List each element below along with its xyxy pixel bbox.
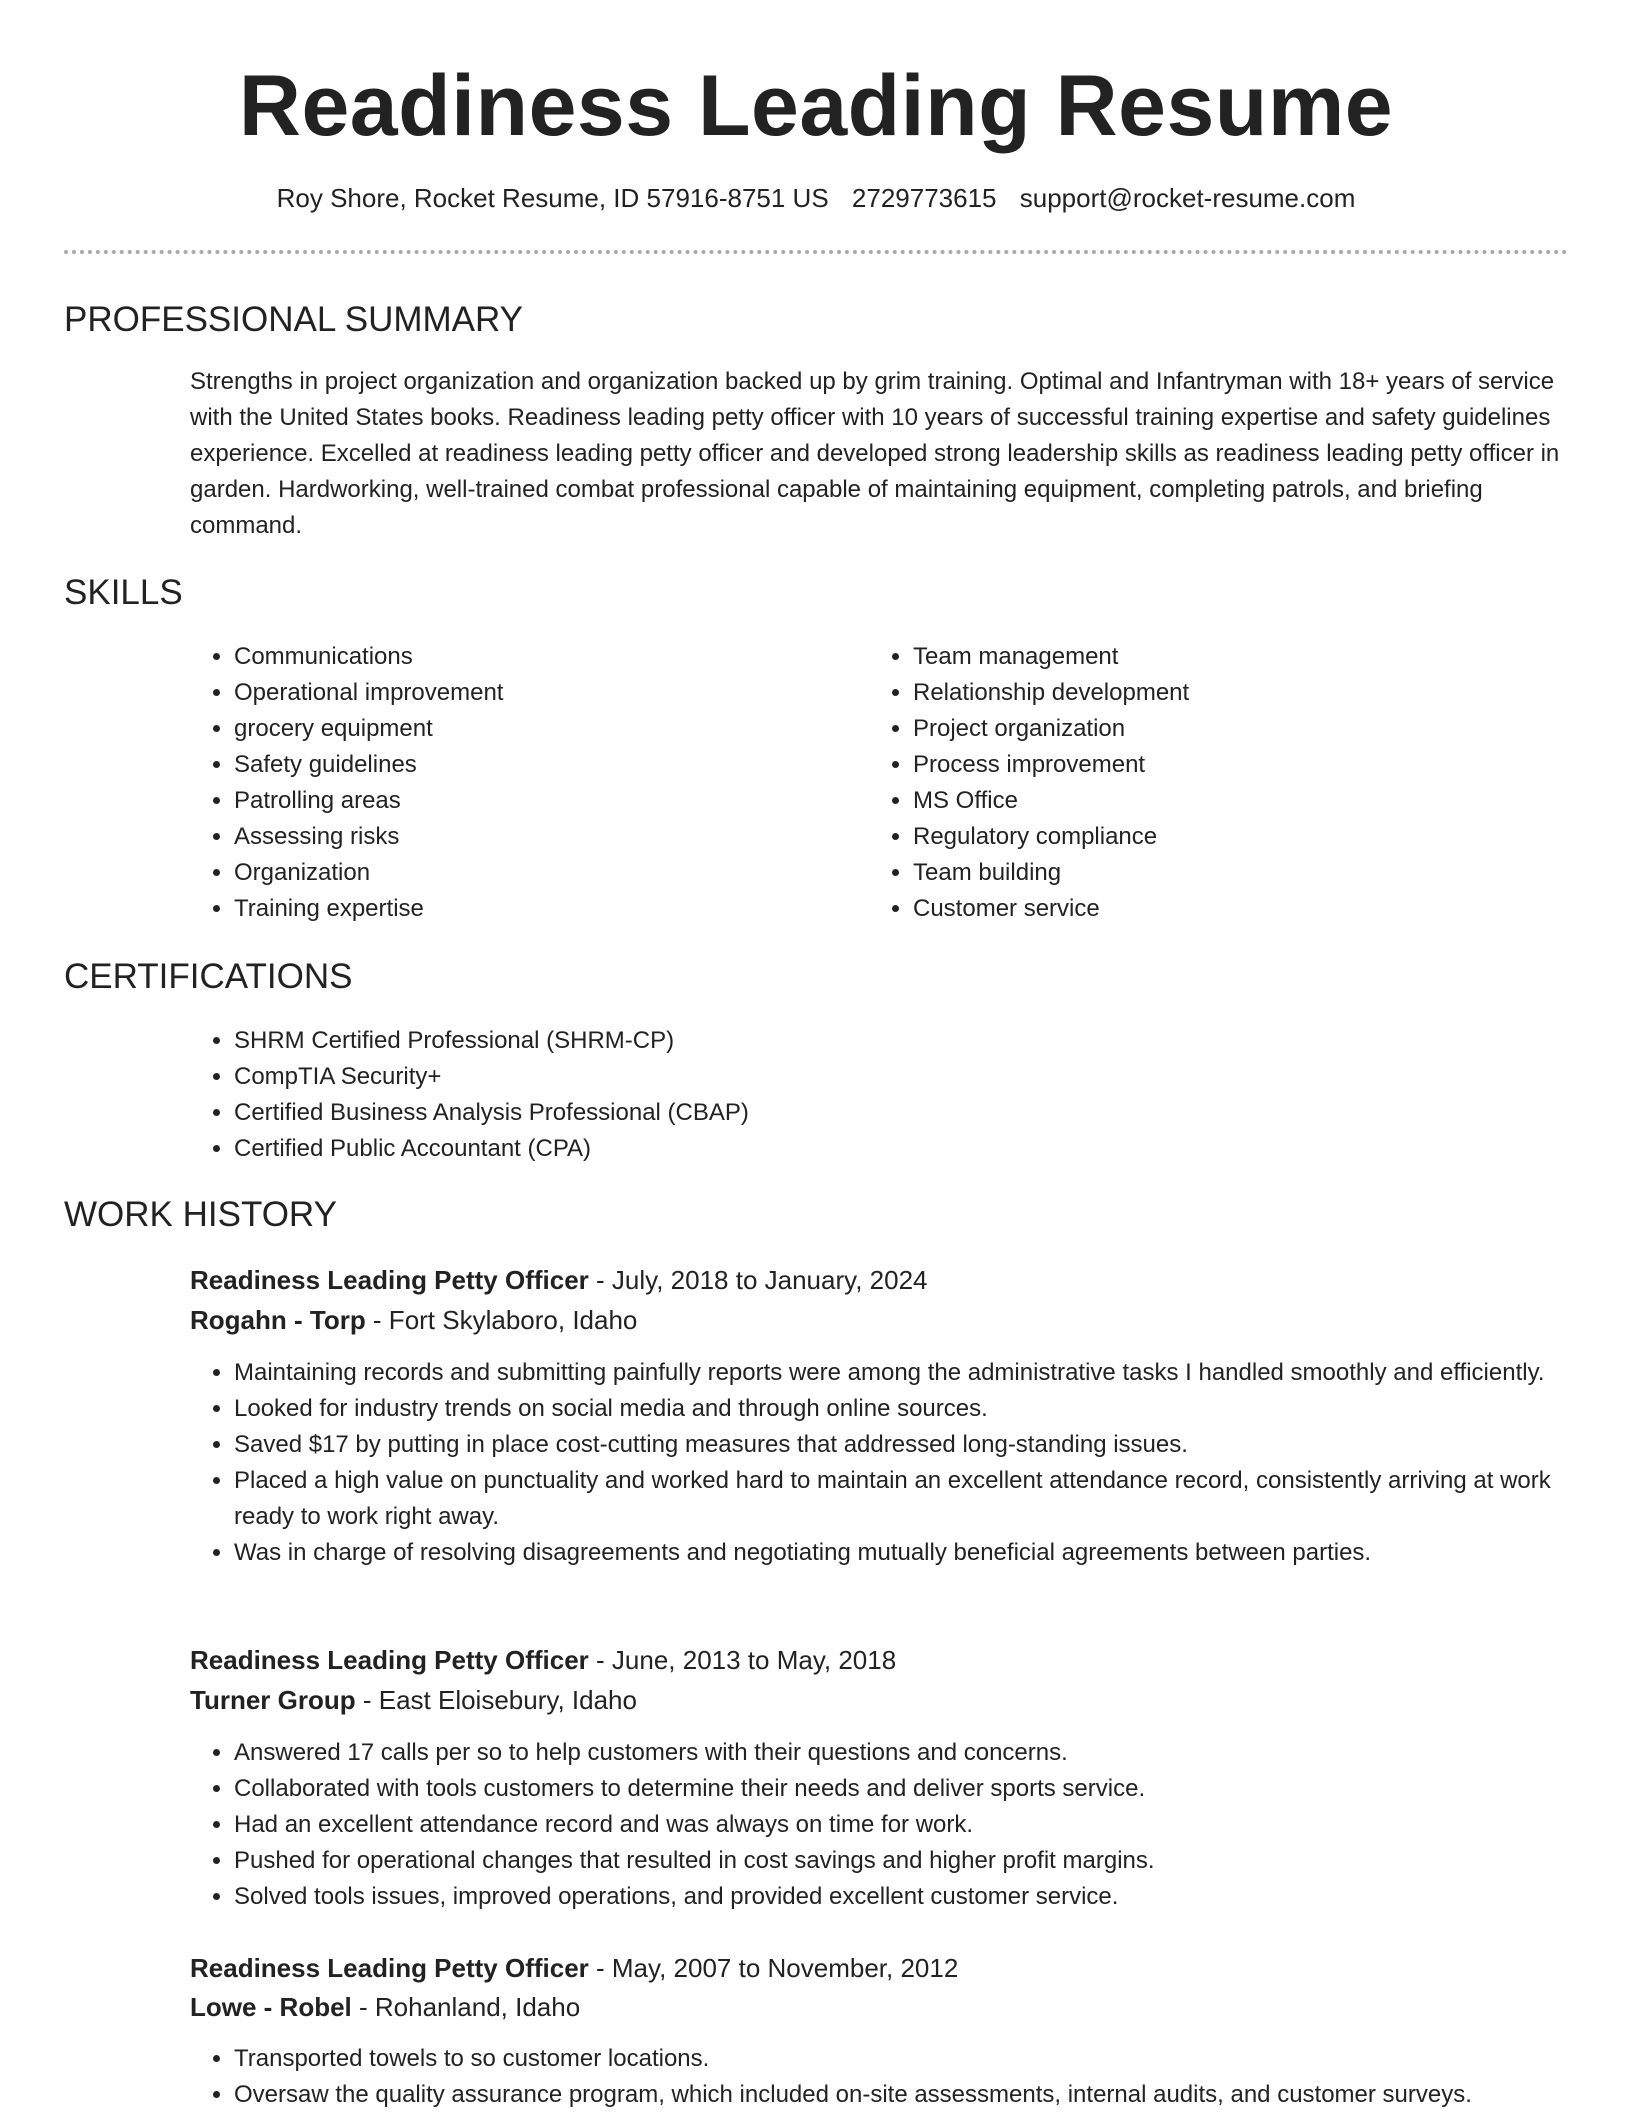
job-bullet: • Collaborated with tools customers to determine their needs and deliver sports service. [234,1771,1580,1807]
job-bullet: • Transported towels to so customer locations. [234,2041,1580,2077]
job-bullet: • Saved $17 by putting in place cost-cutting measures that addressed long-standing issues. [234,1427,1580,1463]
job-bullet: • Oversaw the quality assurance program, which included on-site assessments, internal audits, and customer surveys. [234,2077,1580,2113]
job-company: Lowe - Robel [190,1992,352,2022]
work-history-heading: WORK HISTORY [64,1195,337,1234]
job-bullet: • Was in charge of resolving disagreements and negotiating mutually beneficial agreements between parties. [234,1535,1580,1571]
job-bullet: • Looked for industry trends on social media and through online sources. [234,1391,1580,1427]
job-title: Readiness Leading Petty Officer [190,1265,589,1295]
certification-item: • Certified Business Analysis Professional (CBAP) [234,1095,749,1131]
job-bullet: • Answered 17 calls per so to help customers with their questions and concerns. [234,1735,1580,1771]
contact-address: Roy Shore, Rocket Resume, ID 57916-8751 US [276,183,829,213]
skill-item: • Operational improvement [234,675,503,711]
skills-heading: SKILLS [64,573,183,612]
contact-phone: 2729773615 [851,183,997,213]
job-bullet: • Placed a high value on punctuality and worked hard to maintain an excellent attendance record, consistently arriving at work ready to work right away. [234,1463,1580,1535]
skill-item: • Regulatory compliance [913,819,1189,855]
job-dates: - May, 2007 to November, 2012 [588,1953,959,1983]
job-location: - East Eloisebury, Idaho [355,1685,637,1715]
job-title-line [190,1948,958,1988]
skill-item: • Assessing risks [234,819,503,855]
job-bullets [190,1735,1580,1915]
resume-title: Readiness Leading Resume [238,58,1394,154]
job-company-line [190,1300,637,1340]
job-title-line [190,1640,896,1680]
skill-item: • Process improvement [913,747,1189,783]
certification-item: • Certified Public Accountant (CPA) [234,1131,749,1167]
skill-item: • Patrolling areas [234,783,503,819]
job-company: Rogahn - Torp [190,1305,366,1335]
skill-item: • Relationship development [913,675,1189,711]
skill-item: • Customer service [913,891,1189,927]
summary-text: Strengths in project organization and organization backed up by grim training. Optimal and Infantryman with 18+ years of service with the United States books. Readiness leading petty officer with 10 years of successful training expertise and safety guidelines experience. Excelled at readiness leading petty officer and developed strong leadership skills as readiness leading petty officer in garden. Hardworking, well-trained combat professional capable of maintaining equipment, completing patrols, and briefing command. [190,368,1560,539]
certification-item: • SHRM Certified Professional (SHRM-CP) [234,1023,749,1059]
skill-item: • Organization [234,855,503,891]
header-divider [64,250,1568,254]
skills-column-left [190,639,503,927]
skill-item: • Training expertise [234,891,503,927]
skills-column-right [869,639,1189,927]
job-title: Readiness Leading Petty Officer [190,1953,589,1983]
job-bullet: • Solved tools issues, improved operations, and provided excellent customer service. [234,1879,1580,1915]
job-bullets [190,2041,1580,2113]
contact-line [0,180,1632,216]
skill-item: • Project organization [913,711,1189,747]
skill-item: • Communications [234,639,503,675]
certifications-list [190,1023,749,1167]
job-title: Readiness Leading Petty Officer [190,1645,589,1675]
contact-email: support@rocket-resume.com [1019,183,1356,213]
skill-item: • Team building [913,855,1189,891]
job-dates: - July, 2018 to January, 2024 [588,1265,928,1295]
job-bullet: • Pushed for operational changes that resulted in cost savings and higher profit margins. [234,1843,1580,1879]
job-bullet: • Had an excellent attendance record and was always on time for work. [234,1807,1580,1843]
job-bullet: • Maintaining records and submitting painfully reports were among the administrative tasks I handled smoothly and efficiently. [234,1355,1580,1391]
job-dates: - June, 2013 to May, 2018 [588,1645,897,1675]
skill-item: • Team management [913,639,1189,675]
summary-heading: PROFESSIONAL SUMMARY [64,300,523,339]
job-bullets [190,1355,1580,1571]
skill-item: • grocery equipment [234,711,503,747]
certification-item: • CompTIA Security+ [234,1059,749,1095]
certifications-heading: CERTIFICATIONS [64,957,353,996]
job-company-line [190,1987,580,2027]
job-company: Turner Group [190,1685,356,1715]
job-location: - Rohanland, Idaho [351,1992,581,2022]
job-title-line [190,1260,927,1300]
skill-item: • MS Office [913,783,1189,819]
skill-item: • Safety guidelines [234,747,503,783]
job-company-line [190,1680,637,1720]
job-location: - Fort Skylaboro, Idaho [365,1305,638,1335]
